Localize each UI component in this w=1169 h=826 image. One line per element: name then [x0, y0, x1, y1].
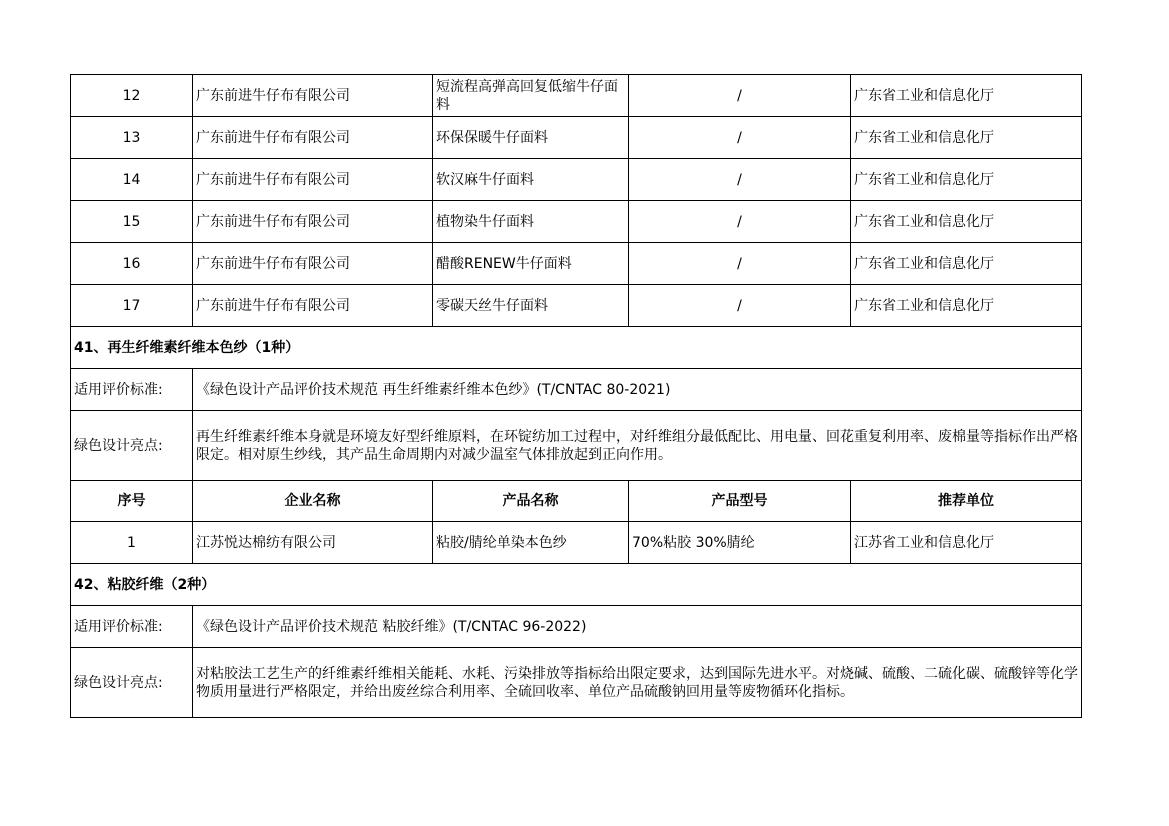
table-row — [71, 75, 1082, 117]
standard-label: 适用评价标准: — [71, 369, 193, 411]
company-name: 广东前进牛仔布有限公司 — [193, 285, 433, 327]
company-name: 广东前进牛仔布有限公司 — [193, 201, 433, 243]
recommending-unit: 广东省工业和信息化厅 — [851, 201, 1082, 243]
highlight-text: 对粘胶法工艺生产的纤维素纤维相关能耗、水耗、污染排放等指标给出限定要求，达到国际先进水平。对烧碱、硫酸、二硫化碳、硫酸锌等化学物质用量进行严格限定，并给出废丝综合利用率、全硫回收率、单位产品硫酸钠回用量等废物循环化指标。 — [193, 648, 1082, 718]
header-model: 产品型号 — [629, 481, 851, 522]
section-heading-row — [71, 327, 1082, 369]
company-name: 广东前进牛仔布有限公司 — [193, 243, 433, 285]
header-unit: 推荐单位 — [851, 481, 1082, 522]
row-number: 16 — [71, 243, 193, 285]
standard-text: 《绿色设计产品评价技术规范 再生纤维素纤维本色纱》(T/CNTAC 80-2021) — [193, 369, 1082, 411]
table-row — [71, 201, 1082, 243]
highlight-label: 绿色设计亮点: — [71, 648, 193, 718]
product-name: 软汉麻牛仔面料 — [433, 159, 629, 201]
standard-text: 《绿色设计产品评价技术规范 粘胶纤维》(T/CNTAC 96-2022) — [193, 606, 1082, 648]
product-table — [70, 74, 1082, 718]
product-name: 粘胶/腈纶单染本色纱 — [433, 522, 629, 564]
section-title: 42、粘胶纤维（2种） — [71, 564, 1082, 606]
recommending-unit: 广东省工业和信息化厅 — [851, 75, 1082, 117]
product-model: / — [629, 117, 851, 159]
product-name: 环保保暖牛仔面料 — [433, 117, 629, 159]
table-row — [71, 159, 1082, 201]
table-row — [71, 522, 1082, 564]
table-row — [71, 117, 1082, 159]
standard-row — [71, 369, 1082, 411]
product-model: / — [629, 159, 851, 201]
product-name: 植物染牛仔面料 — [433, 201, 629, 243]
recommending-unit: 广东省工业和信息化厅 — [851, 285, 1082, 327]
highlight-label: 绿色设计亮点: — [71, 411, 193, 481]
section-title: 41、再生纤维素纤维本色纱（1种） — [71, 327, 1082, 369]
recommending-unit: 广东省工业和信息化厅 — [851, 117, 1082, 159]
product-model: / — [629, 75, 851, 117]
product-model: 70%粘胶 30%腈纶 — [629, 522, 851, 564]
table-row — [71, 285, 1082, 327]
row-number: 12 — [71, 75, 193, 117]
highlight-row — [71, 411, 1082, 481]
recommending-unit: 江苏省工业和信息化厅 — [851, 522, 1082, 564]
row-number: 14 — [71, 159, 193, 201]
company-name: 广东前进牛仔布有限公司 — [193, 117, 433, 159]
row-number: 17 — [71, 285, 193, 327]
table-row — [71, 243, 1082, 285]
recommending-unit: 广东省工业和信息化厅 — [851, 159, 1082, 201]
table-header-row — [71, 481, 1082, 522]
company-name: 广东前进牛仔布有限公司 — [193, 159, 433, 201]
product-name: 醋酸RENEW牛仔面料 — [433, 243, 629, 285]
product-model: / — [629, 285, 851, 327]
standard-row — [71, 606, 1082, 648]
product-name: 零碳天丝牛仔面料 — [433, 285, 629, 327]
header-company: 企业名称 — [193, 481, 433, 522]
row-number: 15 — [71, 201, 193, 243]
company-name: 广东前进牛仔布有限公司 — [193, 75, 433, 117]
section-heading-row — [71, 564, 1082, 606]
highlight-text: 再生纤维素纤维本身就是环境友好型纤维原料，在环锭纺加工过程中，对纤维组分最低配比、用电量、回花重复利用率、废棉量等指标作出严格限定。相对原生纱线，其产品生命周期内对减少温室气体排放起到正向作用。 — [193, 411, 1082, 481]
company-name: 江苏悦达棉纺有限公司 — [193, 522, 433, 564]
header-no: 序号 — [71, 481, 193, 522]
recommending-unit: 广东省工业和信息化厅 — [851, 243, 1082, 285]
product-model: / — [629, 201, 851, 243]
header-product: 产品名称 — [433, 481, 629, 522]
product-model: / — [629, 243, 851, 285]
highlight-row — [71, 648, 1082, 718]
row-number: 1 — [71, 522, 193, 564]
row-number: 13 — [71, 117, 193, 159]
standard-label: 适用评价标准: — [71, 606, 193, 648]
product-name: 短流程高弹高回复低缩牛仔面料 — [433, 75, 629, 117]
